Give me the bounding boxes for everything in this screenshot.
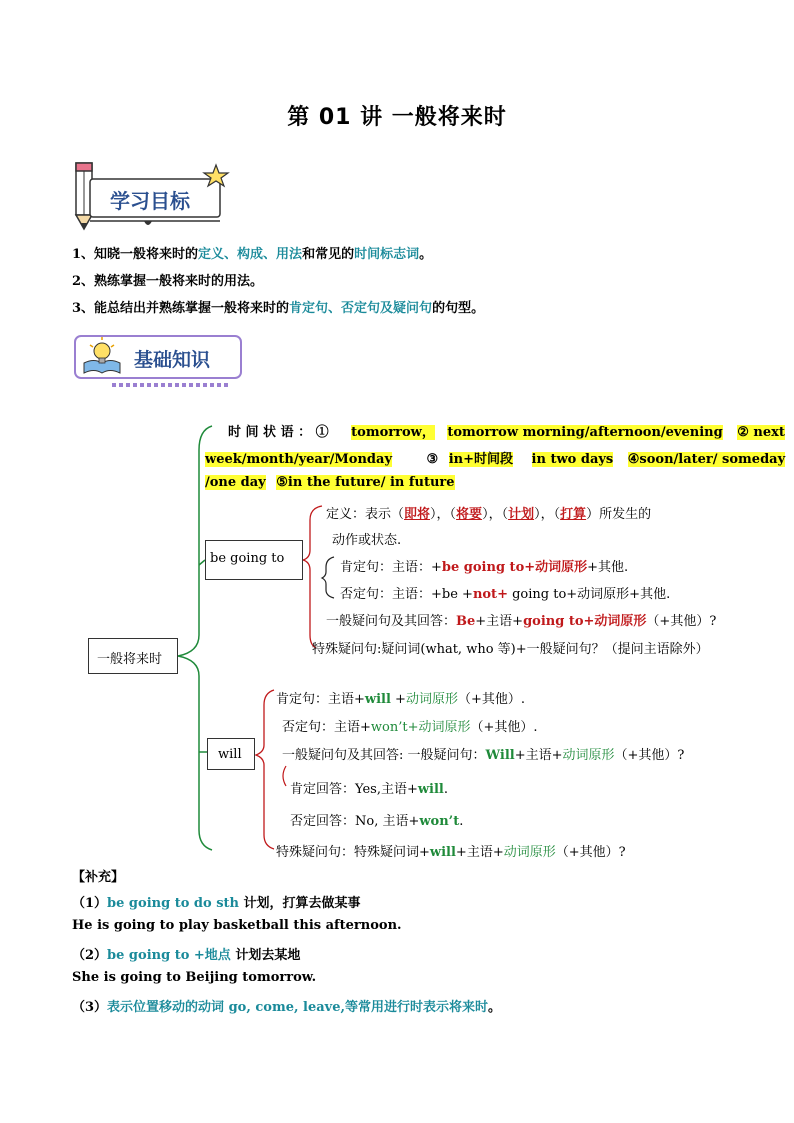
mindmap-root: 一般将来时 <box>88 638 178 674</box>
time-adverbial-line-1: 时 间 状 语 ： ① tomorrow， tomorrow morning/afternoon/evening ② next <box>228 425 785 440</box>
goal-2: 2、熟练掌握一般将来时的用法。 <box>72 274 264 289</box>
supplement-example-2: She is going to Beijing tomorrow. <box>72 970 317 985</box>
going-negative: 否定句：主语：+be +not+ going to+动词原形+其他. <box>340 587 671 602</box>
goal-3: 3、能总结出并熟练掌握一般将来时的肯定句、否定句及疑问句的句型。 <box>72 301 485 316</box>
going-definition-cont: 动作或状态. <box>332 533 402 548</box>
goals-badge-label: 学习目标 <box>110 189 190 213</box>
going-positive: 肯定句：主语：+be going to+动词原形+其他. <box>340 560 629 575</box>
will-special-question: 特殊疑问句：特殊疑问词+will+主语+动词原形（+其他）? <box>276 845 626 860</box>
will-no-answer: 否定回答：No, 主语+won’t. <box>290 814 464 829</box>
will-question: 一般疑问句及其回答: 一般疑问句：Will+主语+动词原形（+其他）? <box>282 748 685 763</box>
supplement-item-2: （2）be going to +地点 计划去某地 <box>72 948 301 963</box>
going-special-question: 特殊疑问句:疑问词(what, who 等)+一般疑问句？（提问主语除外） <box>312 642 709 657</box>
supplement-example-1: He is going to play basketball this afternoon. <box>72 918 402 933</box>
going-definition: 定义：表示（即将），（将要），（计划），（打算）所发生的 <box>326 507 652 522</box>
will-positive: 肯定句：主语+will +动词原形（+其他）. <box>276 692 525 707</box>
time-adverbial-line-2: week/month/year/Monday ③ in+时间段 in two days ④soon/later/ someday <box>205 452 786 467</box>
will-negative: 否定句：主语+won’t+动词原形（+其他）. <box>282 720 538 735</box>
be-going-to-node: be going to <box>205 540 303 580</box>
knowledge-badge-label: 基础知识 <box>134 349 211 371</box>
going-question: 一般疑问句及其回答：Be+主语+going to+动词原形（+其他）? <box>326 614 717 629</box>
page-title: 第 01 讲 一般将来时 <box>287 105 507 130</box>
will-node: will <box>207 738 255 770</box>
supplement-heading: 【补充】 <box>72 870 125 885</box>
supplement-item-3: （3）表示位置移动的动词 go, come, leave,等常用进行时表示将来时。 <box>72 1000 502 1015</box>
time-adverbial-line-3: /one day ⑤in the future/ in future <box>205 475 455 490</box>
supplement-item-1: （1）be going to do sth 计划，打算去做某事 <box>72 896 361 911</box>
will-yes-answer: 肯定回答：Yes,主语+will. <box>290 782 448 797</box>
goal-1: 1、知晓一般将来时的定义、构成、用法和常见的时间标志词。 <box>72 247 433 262</box>
